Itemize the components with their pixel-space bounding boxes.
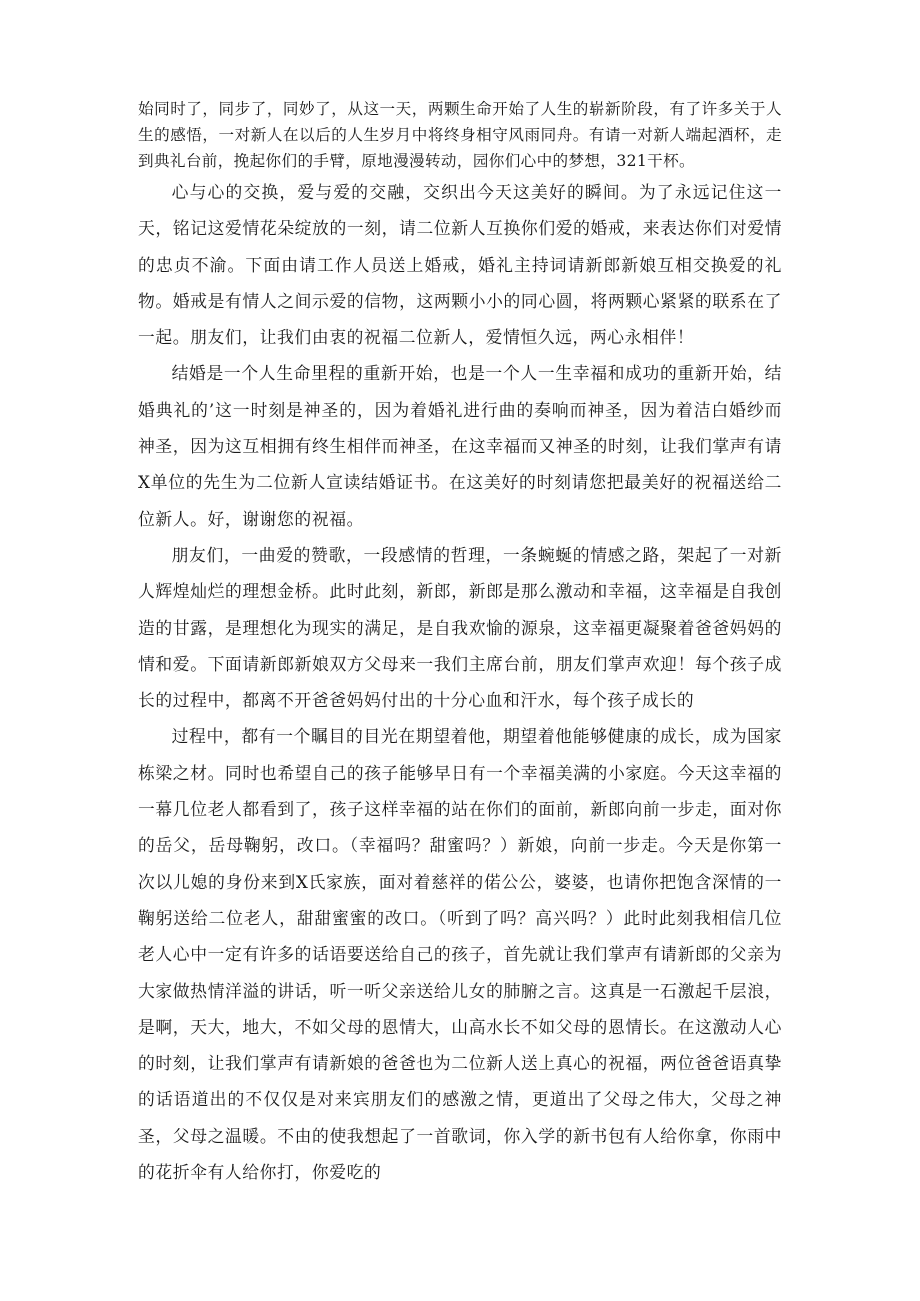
paragraph-4: 朋友们，一曲爱的赞歌，一段感情的哲理，一条蜿蜒的情感之路，架起了一对新人辉煌灿烂的理想金桥。此时此刻，新郎，新郎是那么激动和幸福，这幸福是自我创造的甘露，是理想化为现实的满足，是自我欢愉的源泉，这幸福更凝聚着爸爸妈妈的情和爱。下面请新郎新娘双方父母来一我们主席台前，朋友们掌声欢迎！每个孩子成长的过程中，都离不开爸爸妈妈付出的十分心血和汗水，每个孩子成长的 (138, 544, 782, 711)
paragraph-2: 心与心的交换，爱与爱的交融，交织出今天这美好的瞬间。为了永远记住这一天，铭记这爱情花朵绽放的一刻，请二位新人互换你们爱的婚戒，来表达你们对爱情的忠贞不渝。下面由请工作人员送上婚戒，婚礼主持词请新郎新娘互相交换爱的礼物。婚戒是有情人之间示爱的信物，这两颗小小的同心圆，将两颗心紧紧的联系在了一起。朋友们，让我们由衷的祝福二位新人，爱情恒久远，两心永相伴！ (138, 182, 782, 348)
document-body (138, 96, 782, 1190)
paragraph-3: 结婚是一个人生命里程的重新开始，也是一个人一生幸福和成功的重新开始，结婚典礼的’这一时刻是神圣的，因为着婚礼进行曲的奏响而神圣，因为着洁白婚纱而神圣，因为这互相拥有终生相伴而神圣，在这幸福而又神圣的时刻，让我们掌声有请X单位的先生为二位新人宣读结婚证书。在这美好的时刻请您把最美好的祝福送给二位新人。好，谢谢您的祝福。 (138, 363, 782, 529)
paragraph-5: 过程中，都有一个瞩目的目光在期望着他，期望着他能够健康的成长，成为国家栋梁之材。同时也希望自己的孩子能够早日有一个幸福美满的小家庭。今天这幸福的一幕几位老人都看到了，孩子这样幸福的站在你们的面前，新郎向前一步走，面对你的岳父，岳母鞠躬，改口。（幸福吗？甜蜜吗？）新娘，向前一步走。今天是你第一次以儿媳的身份来到X氏家族，面对着慈祥的偌公公，婆婆，也请你把饱含深情的一鞠躬送给二位老人，甜甜蜜蜜的改口。（听到了吗？高兴吗？）此时此刻我相信几位老人心中一定有许多的话语要送给自己的孩子，首先就让我们掌声有请新郎的父亲为大家做热情洋溢的讲话，听一听父亲送给儿女的肺腑之言。这真是一石激起千层浪，是啊，天大，地大，不如父母的恩情大，山高水长不如父母的恩情长。在这激动人心的时刻，让我们掌声有请新娘的爸爸也为二位新人送上真心的祝福，两位爸爸语真挚的话语道出的不仅仅是对来宾朋友们的感激之情，更道出了父母之伟大，父母之神圣，父母之温暖。不由的使我想起了一首歌词，你入学的新书包有人给你拿，你雨中的花折伞有人给你打，你爱吃的 (138, 726, 782, 1183)
paragraph-1: 始同时了，同步了，同妙了，从这一天，两颗生命开始了人生的崭新阶段，有了许多关于人生的感悟，一对新人在以后的人生岁月中将终身相守风雨同舟。有请一对新人端起酒杯，走到典礼台前，挽起你们的手臂，原地漫漫转动，园你们心中的梦想，321干杯。 (138, 100, 782, 170)
